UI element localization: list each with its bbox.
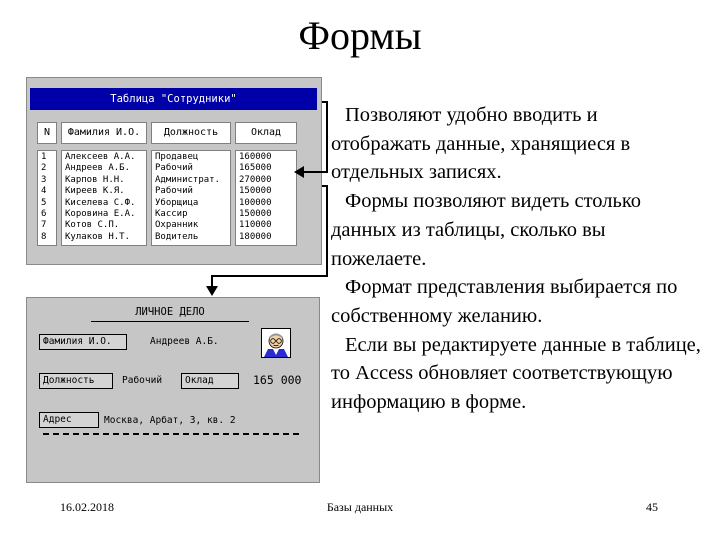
table-cell: 4 [41, 186, 47, 197]
footer-title: Базы данных [326, 500, 394, 514]
table-cell: Алексеев А.А. [65, 152, 136, 162]
personal-file-form [26, 297, 320, 483]
connector-line [302, 171, 328, 173]
table-cell: 5 [41, 197, 47, 208]
paragraph: Формат представления выбирается по собственному желанию. [331, 276, 678, 327]
employees-table [37, 122, 315, 260]
table-cell: Охранник [155, 220, 199, 231]
arrow-left-icon [294, 166, 304, 178]
table-cell: 7 [41, 220, 47, 231]
table-cell: 150000 [239, 208, 272, 219]
address-label: Адрес [39, 412, 99, 428]
form-title-underline [91, 321, 249, 322]
table-cell: Рабочий [155, 163, 193, 174]
table-cell: 160000 [239, 152, 272, 162]
table-cell: 110000 [239, 220, 272, 231]
slide-body-text [331, 101, 701, 417]
table-cell: Киреев К.Я. [65, 186, 125, 197]
table-cell: Кулаков Н.Т. [65, 231, 131, 242]
dashed-separator [43, 433, 299, 435]
table-cell: 165000 [239, 163, 272, 174]
column-position [151, 150, 231, 246]
connector-line [326, 185, 328, 277]
table-cell: 150000 [239, 186, 272, 197]
column-header-salary: Оклад [235, 122, 297, 144]
paragraph: Если вы редактируете данные в таблице, то Access обновляет соответствующую информацию в форме. [331, 333, 701, 414]
table-cell: 2 [41, 163, 47, 174]
employees-table-window [26, 77, 322, 265]
table-cell: 1 [41, 152, 47, 162]
salary-value[interactable]: 165 000 [253, 373, 302, 387]
paragraph: Позволяют удобно вводить и отображать данные, хранящиеся в отдельных записях. [331, 104, 631, 184]
person-portrait-icon [261, 328, 291, 358]
form-title: ЛИЧНОЕ ДЕЛО [135, 306, 205, 318]
table-caption: Таблица "Сотрудники" [30, 88, 317, 110]
table-cell: 100000 [239, 197, 272, 208]
position-value[interactable]: Рабочий [122, 375, 163, 386]
footer-date: 16.02.2018 [60, 500, 114, 514]
table-cell: 8 [41, 231, 47, 242]
table-cell: Кассир [155, 208, 188, 219]
table-cell: Администрат. [155, 174, 221, 185]
table-cell: Киселева С.Ф. [65, 197, 136, 208]
column-header-name: Фамилия И.О. [61, 122, 147, 144]
table-cell: Андреев А.Б. [65, 163, 131, 174]
column-salary [235, 150, 297, 246]
column-header-position: Должность [151, 122, 231, 144]
table-cell: 3 [41, 174, 47, 185]
page-number: 45 [646, 500, 658, 514]
column-name [61, 150, 147, 246]
column-num [37, 150, 57, 246]
connector-line [326, 101, 328, 173]
table-cell: 180000 [239, 231, 272, 242]
table-cell: Продавец [155, 152, 199, 162]
column-header-num: N [37, 122, 57, 144]
salary-label: Оклад [181, 373, 239, 389]
paragraph: Формы позволяют видеть столько данных из таблицы, сколько вы пожелаете. [331, 190, 642, 270]
table-cell: Уборщица [155, 197, 199, 208]
position-label: Должность [39, 373, 113, 389]
name-label: Фамилия И.О. [39, 334, 127, 350]
table-cell: 6 [41, 208, 47, 219]
table-cell: 270000 [239, 174, 272, 185]
table-cell: Водитель [155, 231, 199, 242]
address-value[interactable]: Москва, Арбат, 3, кв. 2 [104, 415, 236, 426]
arrow-down-icon [206, 286, 218, 296]
slide-title: Формы [298, 13, 422, 58]
name-value[interactable]: Андреев А.Б. [150, 336, 219, 347]
table-cell: Карпов Н.Н. [65, 174, 125, 185]
connector-line [211, 275, 328, 277]
table-cell: Рабочий [155, 186, 193, 197]
table-cell: Коровина Е.А. [65, 208, 136, 219]
table-cell: Котов С.П. [65, 220, 120, 231]
